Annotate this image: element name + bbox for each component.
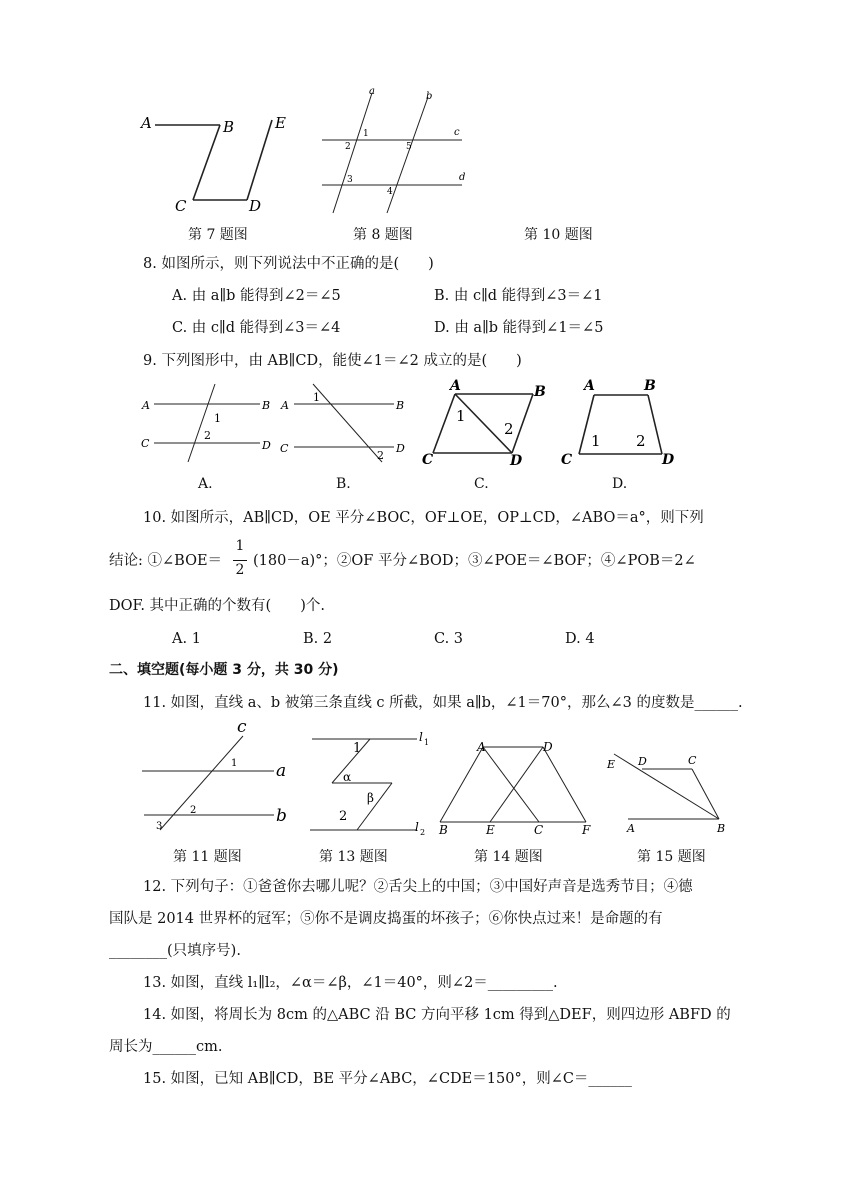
label-2: 2 [190,805,197,816]
label-B: B [717,822,726,835]
label-A: A [450,378,461,394]
q10-option-d: D. 4 [565,631,595,647]
fraction-numerator: 1 [235,538,245,554]
figure-14 [435,738,605,838]
label-2: 2 [504,420,514,438]
label-B: B [223,118,235,136]
label-c: c [237,718,247,737]
q8-option-d: D. 由 a∥b 能得到∠1＝∠5 [434,320,604,336]
label-A: A [141,114,152,132]
figure-11 [140,718,300,833]
label-D: D [249,197,262,215]
label-F: F [582,823,591,837]
fig7-caption: 第 7 题图 [188,227,248,243]
fig15-caption: 第 15 题图 [637,849,706,865]
label-D: D [638,755,647,768]
q8-option-a: A. 由 a∥b 能得到∠2＝∠5 [172,288,341,304]
label-l2-sub: 2 [420,828,426,836]
label-2: 2 [204,429,211,442]
label-b: b [276,806,287,826]
label-1: 1 [456,407,466,425]
label-1: 1 [313,391,320,404]
label-E: E [486,823,495,837]
label-1: 1 [591,432,601,450]
label-A: A [477,740,486,754]
figure-7 [135,108,295,218]
label-C: C [561,452,573,468]
label-1: 1 [231,758,238,769]
label-alpha: α [343,770,352,784]
label-B: B [534,384,546,400]
label-D: D [396,442,405,455]
label-4: 4 [387,187,393,197]
q12-line-3: ________(只填序号). [109,943,241,959]
section-title: 二、填空题(每小题 3 分，共 30 分) [109,662,339,678]
label-d: d [459,172,466,183]
q10-line-2-pre: 结论: ①∠BOE＝ [109,553,223,569]
q9-option-c: C. [474,476,489,492]
q13-text: 13. 如图，直线 l₁∥l₂，∠α＝∠β，∠1＝40°，则∠2＝_________. [143,975,558,991]
label-3: 3 [156,821,163,832]
q8-stem: 8. 如图所示，则下列说法中不正确的是( ) [143,256,434,272]
label-1: 1 [353,741,362,756]
q9-figure-a [138,380,278,465]
label-l1-sub: 1 [424,738,430,747]
q10-line-3: DOF. 其中正确的个数有( )个. [109,598,325,614]
fig10-caption: 第 10 题图 [524,227,593,243]
label-c: c [454,127,460,138]
q14-line-1: 14. 如图，将周长为 8cm 的△ABC 沿 BC 方向平移 1cm 得到△DEF，则四边形 ABFD 的 [143,1007,731,1023]
q10-line-2-post: (180－a)°；②OF 平分∠BOD；③∠POE＝∠BOF；④∠POB＝2∠ [253,553,696,569]
q9-figure-d [556,376,686,468]
label-l1: l [419,730,423,744]
label-A: A [142,399,150,412]
label-A: A [281,399,289,412]
q15-text: 15. 如图，已知 AB∥CD，BE 平分∠ABC，∠CDE＝150°，则∠C＝______ [143,1071,632,1087]
label-D: D [510,453,523,468]
label-l2: l [415,820,419,834]
label-a: a [369,86,375,97]
q9-figure-c [420,376,550,468]
q9-option-d: D. [612,476,628,492]
label-2: 2 [377,449,384,462]
fig8-caption: 第 8 题图 [353,227,413,243]
q14-line-2: 周长为______cm. [109,1039,223,1055]
figure-15 [602,745,732,837]
label-3: 3 [347,175,353,185]
q9-figure-b [278,380,413,465]
label-D: D [262,439,271,452]
fig14-caption: 第 14 题图 [474,849,543,865]
label-E: E [275,114,286,132]
label-2: 2 [636,432,646,450]
figure-8 [315,85,475,220]
label-B: B [439,823,448,837]
q10-option-b: B. 2 [303,631,333,647]
fig11-caption: 第 11 题图 [173,849,242,865]
q10-option-a: A. 1 [172,631,201,647]
q9-stem: 9. 下列图形中，由 AB∥CD，能使∠1＝∠2 成立的是( ) [143,353,522,369]
label-1: 1 [363,129,369,139]
q12-line-2: 国队是 2014 世界杯的冠军；⑤你不是调皮捣蛋的坏孩子；⑥你快点过来！是命题的有 [109,911,663,927]
label-2: 2 [339,809,348,824]
label-a: a [276,761,287,781]
fraction-bar [233,560,247,561]
q11-text: 11. 如图，直线 a、b 被第三条直线 c 所截，如果 a∥b，∠1＝70°，那么∠3 的度数是______. [143,695,743,711]
figure-13 [305,728,435,836]
label-1: 1 [214,412,221,425]
label-A: A [584,378,595,394]
label-beta: β [367,791,374,805]
label-b: b [426,91,433,102]
label-A: A [627,822,635,835]
label-C: C [141,437,150,450]
label-D: D [662,452,675,468]
fraction-denominator: 2 [235,562,245,578]
label-C: C [280,442,289,455]
fig13-caption: 第 13 题图 [319,849,388,865]
label-2: 2 [345,142,351,152]
label-B: B [644,378,656,394]
q8-option-b: B. 由 c∥d 能得到∠3＝∠1 [434,288,603,304]
label-C: C [534,823,544,837]
q12-line-1: 12. 下列句子：①爸爸你去哪儿呢？②舌尖上的中国；③中国好声音是选秀节目；④德 [143,879,693,895]
q10-line-1: 10. 如图所示，AB∥CD，OE 平分∠BOC，OF⊥OE，OP⊥CD，∠ABO＝a°，则下列 [143,510,704,526]
label-C: C [422,452,434,468]
label-B: B [262,399,271,412]
label-C: C [175,197,187,215]
label-D: D [543,740,553,754]
q9-option-b: B. [336,476,351,492]
label-5: 5 [406,142,412,152]
label-C: C [688,754,697,767]
q10-option-c: C. 3 [434,631,464,647]
label-B: B [396,399,405,412]
label-E: E [607,758,616,771]
q8-option-c: C. 由 c∥d 能得到∠3＝∠4 [172,320,341,336]
q9-option-a: A. [198,476,213,492]
